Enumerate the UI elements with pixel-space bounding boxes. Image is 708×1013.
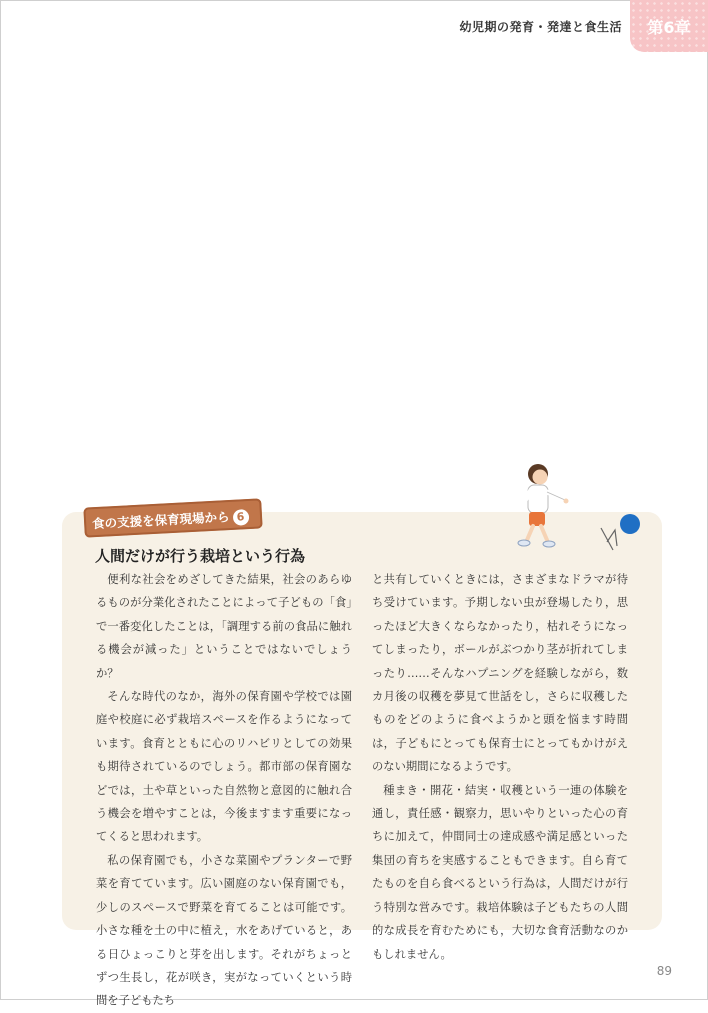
column-title: 人間だけが行う栽培という行為 — [95, 547, 306, 565]
chapter-label: 第6章 — [647, 18, 691, 37]
paragraph: 種まき・開花・結実・収穫という一連の体験を通し，責任感・観察力，思いやりといった心の育ちに加えて，仲間同士の達成感や満足感といった集団の育ちを実感することもできます。自ら育てたものを自ら食べるという行為は，人間だけが行う特別な営みです。栽培体験は子どもたちの人間的な成長を育むためにも，大切な食育活動なのかもしれません。 — [372, 783, 628, 961]
column-badge-label: 食の支援を保育現場から — [91, 509, 230, 532]
ball-icon — [620, 514, 640, 534]
paragraph: 便利な社会をめざしてきた結果，社会のあらゆるものが分業化されたことによって子どもの「食」で一番変化したことは，「調理する前の食品に触れる機会が減った」ということではないでしょうか？ — [96, 573, 352, 680]
paragraph: 私の保育園でも，小さな菜園やプランターで野菜を育てています。広い園庭のない保育園でも，少しのスペースで野菜を育てることは可能です。小さな種を土の中に植え，水をあげていると，ある日ひょっこりと芽を出します。それがちょっとずつ生長し，花が咲き，実がなっていくという時間を子どもたち — [96, 853, 352, 1008]
child-figure — [518, 464, 569, 547]
paragraph: そんな時代のなか，海外の保育園や学校では園庭や校庭に必ず栽培スペースを作るようになっています。食育とともに心のリハビリとしての効果も期待されているのでしょう。都市部の保育園などでは，土や草といった自然物と意図的に触れ合う機会を増やすことは，今後ますます重要になってくると思われます。 — [96, 690, 352, 844]
chapter-tab — [630, 0, 708, 52]
running-title: 幼児期の発育・発達と食生活 — [459, 20, 622, 34]
column-left — [96, 568, 352, 1013]
paragraph-continuation: と共有していくときには，さまざまなドラマが待ち受けています。予期しない虫が登場したり，思ったほど大きくならなかったり，枯れそうになってしまったり，ボールがぶつかり茎が折れてしまったり……そんなハプニングを経験しながら，数カ月後の収穫を夢見て世話をし，さらに収穫したものをどのように食べようかと頭を悩ます時間は，子どもにとっても保育士にとってもかけがえのない期間になるようです。 — [372, 573, 628, 774]
page-number: 89 — [656, 964, 672, 978]
column-right — [372, 568, 628, 966]
child-kicking-ball-illustration — [505, 460, 655, 570]
column-badge-number: 6 — [232, 509, 249, 526]
